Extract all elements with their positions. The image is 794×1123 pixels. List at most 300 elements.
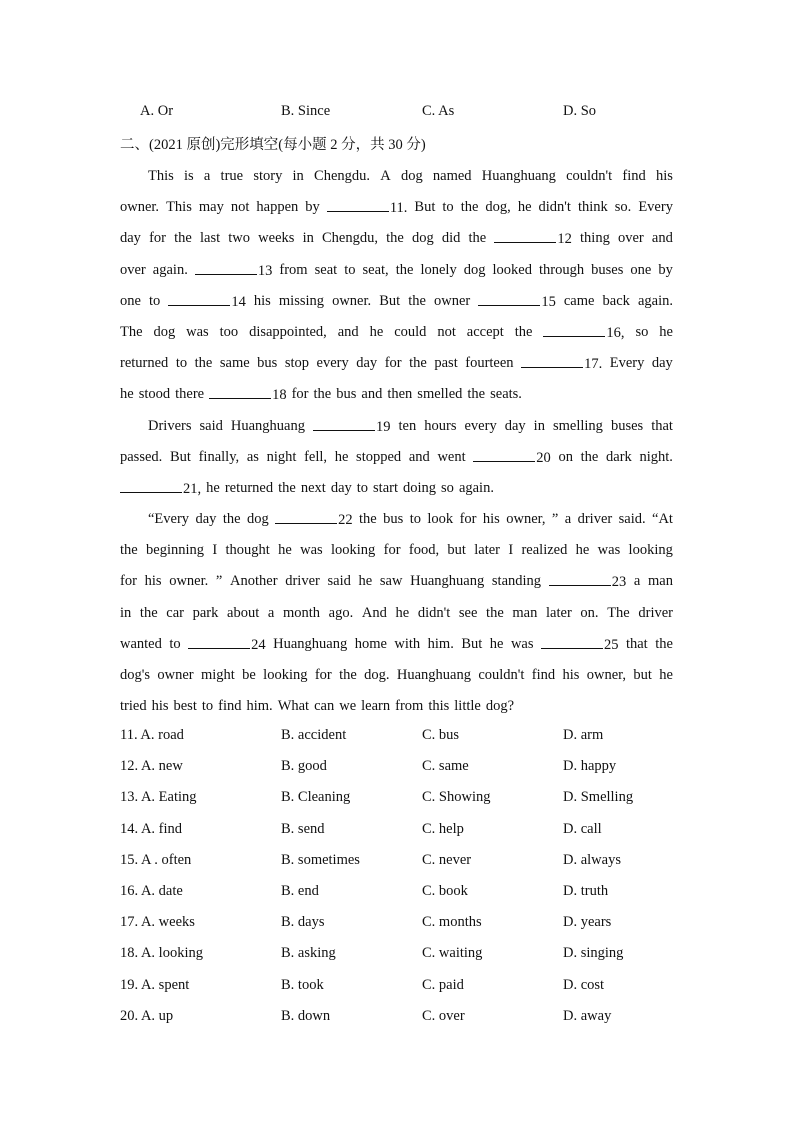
passage-word: the — [139, 604, 158, 621]
passage-word: about — [227, 604, 260, 621]
blank-number: 21, — [183, 480, 202, 497]
passage-word: find — [622, 168, 646, 184]
blank-number: 19 — [376, 418, 391, 435]
passage-word: thought — [225, 542, 270, 559]
option-d: D. away — [563, 1007, 612, 1024]
blank-number: 18 — [272, 387, 287, 404]
passage-word: returned — [224, 479, 274, 496]
passage-line — [120, 603, 673, 634]
option-a: 20. A. up — [120, 1007, 174, 1024]
passage-word: later — [546, 604, 572, 621]
passage-word: But — [169, 448, 191, 465]
passage-line — [120, 384, 673, 415]
option-c: C. bus — [422, 727, 460, 743]
passage-word: dog. — [364, 667, 390, 683]
option-b: B. down — [281, 1007, 331, 1024]
passage-word: for — [291, 386, 309, 403]
passage-word: start — [373, 479, 398, 496]
passage-word: did — [441, 230, 461, 247]
passage-word: disappointed, — [249, 323, 327, 340]
blank-number: 25 — [603, 636, 619, 653]
passage-word: was — [300, 542, 323, 559]
answer-blank — [543, 322, 624, 353]
option-c: C. never — [422, 851, 472, 868]
passage-word: was — [186, 323, 209, 340]
option-a: 11. A. road — [120, 727, 184, 743]
passage-word: in — [292, 168, 304, 184]
passage-word: look — [427, 511, 454, 528]
passage-word: tried — [120, 698, 147, 715]
passage-line — [120, 166, 673, 197]
option-d: D. cost — [563, 976, 605, 993]
passage-word: he — [206, 479, 220, 496]
question-row — [120, 821, 680, 841]
passage-word: night — [266, 448, 297, 465]
passage-word: two — [228, 230, 251, 247]
option-c: C. same — [422, 758, 469, 775]
passage-word: Chengdu. — [314, 168, 371, 184]
passage-word: he — [395, 604, 410, 621]
passage-word: to — [175, 355, 188, 372]
answer-blank — [521, 353, 602, 384]
passage-word: owner. — [332, 292, 372, 309]
blank-line[interactable] — [494, 228, 556, 243]
passage-word: to — [169, 635, 181, 652]
blank-line[interactable] — [195, 260, 257, 275]
passage-word: he — [517, 199, 532, 216]
passage-word: for — [120, 573, 137, 590]
option-d: D. arm — [563, 727, 604, 743]
passage-word: for — [459, 511, 477, 528]
passage-word: he — [334, 448, 349, 465]
option-d: D. call — [563, 820, 602, 837]
answer-blank — [209, 384, 287, 415]
passage-word: to — [442, 199, 454, 216]
passage-word: day — [195, 511, 217, 528]
passage-word: looking — [263, 667, 308, 683]
passage-word: Huanghuang — [396, 667, 471, 683]
passage-word: driver — [638, 604, 673, 621]
cloze-passage — [120, 166, 673, 727]
passage-word: the — [655, 635, 673, 652]
passage-line — [120, 353, 673, 384]
option-a: 16. A. date — [120, 883, 183, 899]
passage-word: find — [218, 698, 242, 715]
passage-line — [120, 665, 673, 696]
passage-word: owner, — [506, 511, 546, 528]
passage-word: the — [486, 604, 504, 621]
passage-word: day — [356, 355, 378, 372]
option-c: C. paid — [422, 976, 464, 993]
passage-word: dog — [411, 230, 434, 247]
passage-word: looked — [492, 261, 532, 278]
option-b: B. accident — [281, 727, 347, 743]
passage-word: beginning — [146, 542, 205, 559]
passage-word: the — [467, 386, 486, 403]
blank-line[interactable] — [120, 478, 182, 493]
passage-word: didn't — [538, 199, 571, 216]
passage-word: for — [383, 542, 401, 559]
passage-word: stop — [284, 355, 310, 372]
passage-word: seat — [314, 261, 338, 278]
passage-word: looking — [628, 542, 673, 559]
passage-word: in — [302, 230, 314, 247]
passage-word: buses — [610, 417, 644, 434]
passage-word: then — [387, 386, 413, 403]
passage-word: one — [120, 292, 141, 309]
blank-line[interactable] — [521, 353, 583, 368]
passage-word: think — [577, 199, 608, 216]
option-d: D. truth — [563, 883, 609, 899]
passage-word: the — [359, 511, 377, 528]
passage-word: we — [339, 698, 357, 715]
passage-word: one — [630, 261, 652, 278]
answer-blank — [168, 291, 246, 322]
passage-word: and — [337, 323, 359, 340]
passage-word: And — [361, 604, 387, 621]
passage-word: to — [356, 479, 369, 496]
passage-word: Huanghuang — [410, 573, 485, 590]
passage-word: too — [219, 323, 239, 340]
option-b: B. Since — [281, 103, 331, 119]
passage-line — [120, 291, 673, 322]
passage-word: the — [468, 230, 487, 247]
blank-line[interactable] — [188, 634, 250, 649]
passage-word: dog, — [485, 199, 511, 216]
passage-word: he — [575, 542, 590, 559]
passage-word: over — [120, 261, 146, 278]
passage-word: can — [314, 698, 335, 715]
blank-line[interactable] — [327, 197, 389, 212]
passage-word: so — [635, 323, 649, 340]
passage-word: he — [659, 323, 673, 340]
passage-word: from — [395, 698, 424, 715]
passage-word: dog — [400, 168, 423, 184]
option-a: 17. A. weeks — [120, 914, 195, 931]
passage-word: A — [380, 168, 391, 184]
blank-number: 20 — [536, 449, 551, 466]
passage-word: was — [597, 542, 621, 559]
passage-word: “Every — [148, 511, 190, 528]
passage-word: a — [564, 511, 572, 528]
passage-word: This — [148, 168, 174, 184]
question-row — [120, 977, 680, 997]
passage-word: the — [386, 230, 404, 247]
passage-word: buses — [591, 261, 624, 278]
passage-word: said — [327, 573, 351, 590]
passage-word: so — [441, 479, 454, 496]
passage-word: The — [607, 604, 630, 621]
blank-number: 14 — [231, 293, 246, 310]
passage-word: him. — [427, 635, 454, 652]
question-row — [120, 914, 680, 934]
passage-line — [120, 696, 673, 727]
passage-word: again. — [458, 479, 494, 496]
passage-word: that — [625, 635, 648, 652]
question-row — [120, 852, 680, 872]
answer-blank — [494, 228, 572, 259]
passage-word: be — [242, 667, 256, 683]
passage-word: went — [437, 448, 466, 465]
answer-blank — [195, 260, 273, 291]
blank-line[interactable] — [168, 291, 230, 306]
answer-blank — [120, 478, 201, 509]
option-a: A. Or — [140, 103, 174, 119]
passage-word: Huanghuang — [273, 635, 348, 652]
passage-word: his — [144, 573, 162, 590]
blank-number: 15 — [541, 293, 556, 310]
option-d: D. always — [563, 851, 621, 868]
passage-word: But — [461, 635, 483, 652]
passage-word: couldn't — [478, 667, 525, 683]
passage-word: hours — [424, 417, 457, 434]
passage-word: by — [305, 199, 320, 216]
passage-line — [120, 478, 673, 509]
passage-word: by — [658, 261, 673, 278]
question-row — [120, 727, 680, 747]
passage-word: returned — [120, 355, 169, 372]
passage-word: came — [563, 292, 595, 309]
passage-word: “At — [652, 511, 673, 528]
question-row — [120, 789, 680, 809]
option-c: C. book — [422, 883, 468, 899]
passage-word: back — [602, 292, 630, 309]
passage-word: Another — [230, 573, 278, 590]
passage-word: standing — [491, 573, 542, 590]
passage-word: so. — [614, 199, 632, 216]
passage-word: ” — [215, 573, 223, 590]
passage-word: next — [300, 479, 326, 496]
passage-word: past — [434, 355, 458, 372]
passage-word: the — [120, 542, 138, 559]
passage-word: he — [358, 573, 373, 590]
passage-word: doing — [403, 479, 437, 496]
option-b: B. days — [281, 914, 325, 931]
passage-word: Huanghuang — [481, 168, 556, 184]
passage-word: might — [200, 667, 235, 683]
passage-word: dog — [246, 511, 269, 528]
passage-word: driver — [285, 573, 320, 590]
answer-blank — [327, 197, 408, 228]
passage-word: the — [174, 230, 192, 247]
passage-word: he — [489, 635, 504, 652]
passage-word: but — [633, 667, 652, 683]
option-b: B. Cleaning — [281, 789, 351, 806]
passage-word: the — [408, 292, 426, 309]
passage-word: fourteen — [465, 355, 514, 372]
passage-word: the — [395, 261, 414, 278]
passage-word: to — [149, 292, 161, 309]
passage-word: for — [384, 355, 402, 372]
passage-word: for — [149, 230, 166, 247]
passage-word: ago. — [328, 604, 354, 621]
passage-word: later — [474, 542, 500, 559]
passage-word: through — [539, 261, 585, 278]
passage-word: Every — [609, 355, 645, 372]
passage-word: in — [533, 417, 545, 434]
blank-number: 24 — [251, 636, 266, 653]
passage-line — [120, 228, 673, 259]
option-a: 12. A. new — [120, 758, 183, 775]
passage-word: he — [120, 386, 134, 403]
passage-word: home — [354, 635, 387, 652]
passage-word: happen — [256, 199, 299, 216]
passage-line — [120, 540, 673, 571]
passage-word: fell, — [304, 448, 328, 465]
answer-blank — [275, 509, 353, 540]
blank-line[interactable] — [549, 571, 611, 586]
answer-blank — [313, 416, 391, 447]
passage-word: the — [460, 199, 479, 216]
passage-word: is — [184, 168, 194, 184]
option-c: C. over — [422, 1007, 465, 1024]
passage-word: the — [409, 355, 427, 372]
passage-word: What — [277, 698, 310, 715]
passage-line — [120, 197, 673, 228]
passage-word: that — [651, 417, 673, 434]
blank-line[interactable] — [209, 384, 271, 399]
passage-word: may — [198, 199, 224, 216]
option-a: 13. A. Eating — [120, 789, 197, 806]
passage-word: not — [230, 199, 250, 216]
passage-word: Drivers — [148, 417, 192, 434]
option-d: D. Smelling — [563, 789, 634, 806]
passage-word: driver — [577, 511, 613, 528]
blank-line[interactable] — [275, 509, 337, 524]
passage-line — [120, 509, 673, 540]
passage-word: again. — [637, 292, 673, 309]
option-d: D. years — [563, 914, 612, 931]
answer-blank — [473, 447, 551, 478]
answer-blank — [478, 291, 556, 322]
passage-word: owner — [157, 667, 194, 683]
passage-line — [120, 447, 673, 478]
passage-word: every — [316, 355, 349, 372]
passage-word: true — [220, 168, 244, 184]
option-b: B. end — [281, 883, 319, 899]
passage-word: him. — [246, 698, 273, 715]
option-a: 18. A. looking — [120, 945, 203, 962]
passage-word: ten — [398, 417, 417, 434]
passage-word: the — [194, 355, 213, 372]
passage-word: bus — [257, 355, 278, 372]
passage-word: the — [278, 479, 296, 496]
passage-word: day — [651, 355, 673, 372]
passage-word: lonely — [420, 261, 457, 278]
passage-word: realized — [521, 542, 568, 559]
passage-word: he — [659, 667, 673, 683]
blank-number: 16, — [606, 324, 625, 341]
passage-word: accept — [466, 323, 504, 340]
passage-word: this — [428, 698, 450, 715]
passage-line — [120, 571, 673, 602]
passage-line — [120, 322, 673, 353]
passage-word: But — [414, 199, 436, 216]
passage-word: named — [432, 168, 472, 184]
blank-number: 11. — [389, 200, 408, 217]
passage-word: and — [361, 386, 383, 403]
passage-word: day — [504, 417, 526, 434]
blank-line[interactable] — [473, 447, 535, 462]
passage-word: not — [437, 323, 456, 340]
blank-line[interactable] — [543, 322, 605, 337]
question-row — [120, 883, 680, 903]
passage-word: there — [175, 386, 205, 403]
passage-word: weeks — [258, 230, 295, 247]
passage-word: and — [651, 230, 673, 247]
previous-question-options — [140, 103, 680, 123]
option-c: C. months — [422, 914, 482, 931]
passage-word: I — [508, 542, 514, 559]
answer-blank — [188, 634, 266, 665]
passage-line — [120, 260, 673, 291]
blank-number: 23 — [611, 574, 627, 591]
passage-word: night. — [639, 448, 673, 465]
passage-word: dog — [153, 323, 176, 340]
passage-word: and — [408, 448, 430, 465]
passage-word: again. — [152, 261, 188, 278]
passage-word: smelled — [417, 386, 463, 403]
passage-word: thing — [580, 230, 610, 247]
blank-line[interactable] — [313, 416, 375, 431]
passage-word: Every — [638, 199, 673, 216]
passage-word: smelling — [552, 417, 603, 434]
passage-word: for — [314, 667, 332, 683]
option-d: D. singing — [563, 945, 624, 962]
passage-word: every — [464, 417, 497, 434]
passage-word: dog? — [485, 698, 515, 715]
passage-word: see — [458, 604, 478, 621]
passage-word: owner, — [586, 667, 627, 683]
passage-word: the — [339, 667, 357, 683]
passage-word: day — [330, 479, 352, 496]
option-b: B. send — [281, 820, 325, 837]
passage-word: I — [212, 542, 218, 559]
passage-word: his — [656, 168, 673, 184]
passage-word: owner — [434, 292, 471, 309]
passage-word: his — [482, 511, 500, 528]
passage-word: bus — [383, 511, 404, 528]
passage-word: bus — [336, 386, 357, 403]
option-a: 15. A . often — [120, 851, 192, 868]
option-c: C. waiting — [422, 945, 483, 962]
option-b: B. took — [281, 976, 324, 993]
answer-blank — [549, 571, 627, 602]
passage-word: park — [192, 604, 219, 621]
option-b: B. asking — [281, 945, 336, 962]
question-row — [120, 758, 680, 778]
passage-word: to — [409, 511, 421, 528]
option-b: B. sometimes — [281, 851, 360, 868]
passage-word: looking — [331, 542, 376, 559]
question-row — [120, 945, 680, 965]
passage-word: learn — [361, 698, 391, 715]
passage-word: ” — [551, 511, 559, 528]
passage-word: with — [394, 635, 421, 652]
passage-word: dog's — [120, 667, 151, 683]
answer-blank — [541, 634, 619, 665]
passage-word: in — [120, 604, 132, 621]
option-d: D. happy — [563, 758, 617, 775]
passage-word: to — [201, 698, 214, 715]
option-d: D. So — [563, 103, 597, 119]
blank-line[interactable] — [541, 634, 603, 649]
passage-word: Huanghuang — [230, 417, 305, 434]
passage-word: saw — [379, 573, 403, 590]
passage-line — [120, 634, 673, 665]
blank-line[interactable] — [478, 291, 540, 306]
passage-word: little — [454, 698, 481, 715]
